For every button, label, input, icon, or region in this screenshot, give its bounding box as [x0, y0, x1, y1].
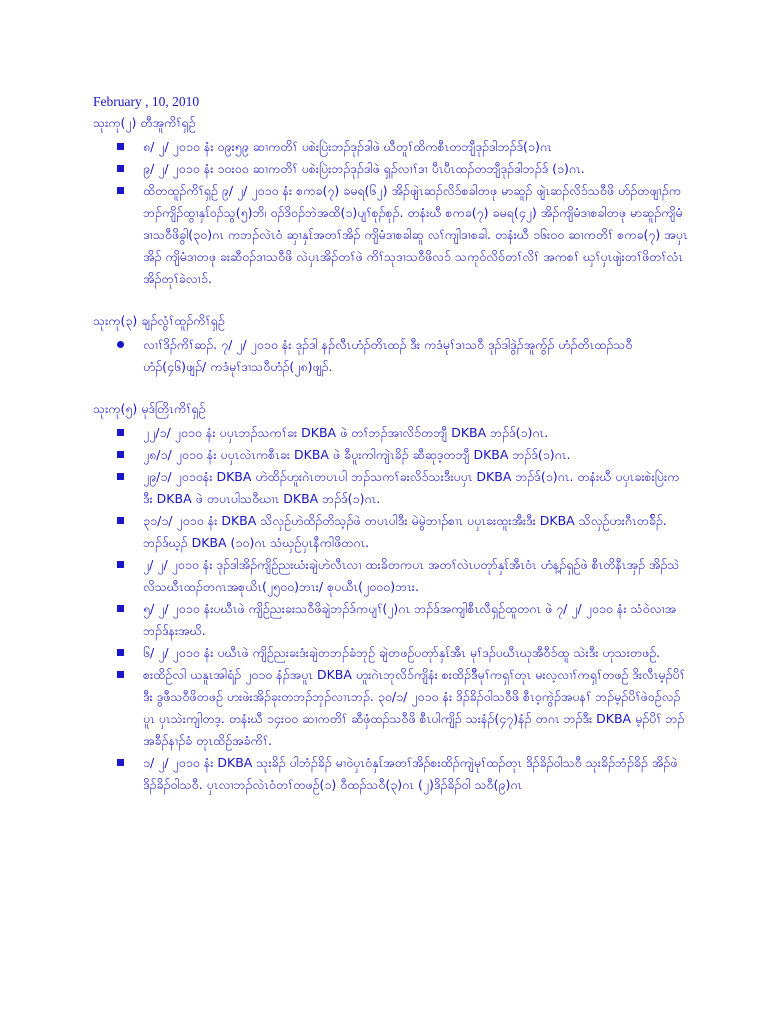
- section-heading: သုးကု(၃) ချၣ်လွံၢ်ထူၣ်ကိၢ်ရှဉ်: [93, 313, 225, 328]
- list-item: [117, 466, 688, 510]
- list-item: [117, 664, 688, 752]
- list-item: [117, 158, 688, 180]
- section-spacer: [93, 378, 688, 399]
- list-item: [117, 444, 688, 466]
- square-bullet-icon: [117, 561, 124, 568]
- list-item: [117, 554, 688, 598]
- section-heading: သုးကု(၅) မုဒ်တြိၤကိၢ်ရှဉ်: [93, 401, 206, 416]
- list-item-text: ၈/ ၂/ ၂၀၁၀ နံး ဝ၉း၅၉ ဆၢကတိၢ် ပစဲးပြဲးဘၣ်ဒုၣ်ဒါဖဲ ဃီတူၢ်ထိကစီၤတဘျီဒုၣ်ဒါဘၣ်ဒ်(၁)ဂၤ: [143, 139, 552, 154]
- list-item: [117, 752, 688, 796]
- section-3: [93, 399, 688, 796]
- list-item-text: ၆/ ၂/ ၂၀၁၀ နံး ပဃီၤဖဲ ကျိဉ်ညးခးဒံးချဲတဘၣ်ခံဘုဉ် ချဲတဖဉ်ပတုာ်နှၤ်အီၤ မုၢ်ဒၣ်ပဃီၤဃုအီဝီၥ်ထူ သဲးဒီး ဟုသးတဖဉ်.: [143, 645, 661, 660]
- list-item: [117, 136, 688, 158]
- square-bullet-icon: [117, 649, 124, 656]
- square-bullet-icon: [117, 187, 124, 194]
- list-item-text: ၂၈/၁/ ၂၀၁၀ နံး ပပှၤလဲၤကစီၤခး DKBA ဖဲ ခီပူးကါကျဲၤခိၣ် ဆီဆုဒ့တဘျီ DKBA ဘၣ်ဒ်(၁)ဂၤ.: [143, 447, 571, 462]
- section-2: [93, 311, 688, 378]
- list-item-text: ၂၂/၁/ ၂၀၁၀ နံး ပပှၤဘၣ်သကၢ်ခး DKBA ဖဲ တၢ်ဘၣ်အၢလိၥ်တဘျီ DKBA ဘၣ်ဒ်(၁)ဂၤ.: [143, 425, 549, 440]
- section-spacer: [93, 290, 688, 311]
- list-item: [117, 422, 688, 444]
- list-item: [117, 598, 688, 642]
- list-item-text: ၃၁/၁/ ၂၀၁၀ နံး DKBA သိလှဉ်ဟဲထိၣ်တိသ့ၣ်ဖဲ တပၤပါဒီး မဲမွဲဘၢၣ်စၢၤ ပပှၤခးထူးအီးဒီး DKBA သိလှဉ်ဟးဂီၤတခ်ိၣ်. ဘၣ်ဒ်ဃ့ၣ် DKBA (၁၀)ဂၤ သံဃှဉ်ပှၤနီကါဖိတဂၤ.: [143, 513, 667, 550]
- list-item: [117, 642, 688, 664]
- list-item-text: ၉/ ၂/ ၂၀၁၀ နံး ၁၀း၀၀ ဆၢကတိၢ် ပစဲးပြဲးဘၣ်ဒုၣ်ဒါဖဲ ရှၣ်လၢၢ်ဒၢ ပီၤပီၤထၣ်တဘျီဒုၣ်ဒါဘၣ်ဒ် (၁)ဂၤ.: [143, 161, 585, 176]
- bullet-list: [93, 422, 688, 796]
- square-bullet-icon: [117, 165, 124, 172]
- square-bullet-icon: [117, 451, 124, 458]
- square-bullet-icon: [117, 517, 124, 524]
- section-heading: သုးကု(၂) တီအူကိၢ်ရှဉ်: [93, 115, 196, 130]
- list-item-text: ၅/ ၂/ ၂၀၁၀ နံးပဃီၤဖဲ ကျိဉ်ညးခးသဝီဖိချဲဘၣ်ဒ်ကပျၢ်(၂)ဂၤ ဘၣ်ဒ်အကျါစီၤလီရှဉ်ထူတဂၤ ဖဲ ၇/ ၂/ ၂၀၁၀ နံး သံဝဲလၢအဘၣ်ဒ်နးအဃိ.: [143, 601, 677, 638]
- section-1: [93, 113, 688, 290]
- list-item-text: ၁/ ၂/ ၂၀၁၀ နံး DKBA သုးခိၣ် ပါဘံၣ်ခိၣ် မၢဝဲပှၤဝံနှၤ်အတၢ်အိၣ်စးထိၣ်ကျဲမုၢ်ထၣ်တုၤ ဒိၣ်ခိၣ်ဝါသဝီ သုးခိၣ်ဘံၣ်ခိၣ် အိၣ်ဖဲဒိၣ်ခိၣ်ဝါသဝီ. ပှၤလၢဘၣ်လဲၤဝံတၢ်တဖဉ်(၁) ဝီထၣ်သဝီ(၃)ဂၤ (၂)ဒိၣ်ခိၣ်ဝါ သဝီ(၉)ဂၤ: [143, 755, 678, 792]
- square-bullet-icon: [117, 143, 124, 150]
- document-date: February , 10, 2010: [93, 94, 200, 109]
- list-item: [117, 334, 688, 378]
- square-bullet-icon: [117, 605, 124, 612]
- list-item: [117, 180, 688, 290]
- bullet-list: [93, 136, 688, 290]
- square-bullet-icon: [117, 473, 124, 480]
- circle-bullet-icon: [117, 341, 124, 348]
- list-item-text: စးထိဉ်လါ ယနူၤအါရံၣ် ၂၀၁၀ နံၣ်အပူၤ DKBA ဟူးဂဲၤဘုလိၥ်ကျိနံး စးထိၣ်ဒိီမုၢ်ကရှၢ်တုၤ မးလ့လၢၢ်ကရှၢ်တဖဉ် ဒိးလီၤမ့ၣ်ပိၢ်ဒီး ဒွဖီသဝီဖိတဖဉ် ဟးဖဲးအိၣ်ခုးတဘၣ်ဘှၣ်လၢၤဘၣ်. ၃၀/၁/ ၂၀၁၀ နံး ဒိၣ်ခိၣ်ဝါသဝီဖိ စီၤဝ့ကွဲၣ်အပနၢ် ဘၣ်မ့ၣ်ပိၢ်ဖဲဝဉ်လၣ်ပူၤ ပှၤသဲးကျါတဒ့. တနံးဃီ ၁၄း၀၀ ဆၢကတိၢ် ဆီဖှံထၣ်သဝီဖိ စီၤပါကျိၣ် သးနံၣ်(၄၇)နံၣ် တဂၤ ဘၣ်ဒီး DKBA မ့ၣ်ပိၢ် ဘၣ်အခီၣ်နၢၣ်ခံ တုၤထိဉ်အခံကိၢ်.: [143, 667, 685, 748]
- list-item: [117, 510, 688, 554]
- square-bullet-icon: [117, 671, 124, 678]
- bullet-list: [93, 334, 688, 378]
- square-bullet-icon: [117, 759, 124, 766]
- list-item-text: ၂/ ၂/ ၂၀၁၀ နံး ဒုၣ်ဒါအိၣ်ကျိဉ်ညးဃံးချဲဟဲလီၤလၢ ထးခိတကပၤ အတၢ်လဲၤပတုာ်နှၤ်အီၤဝံၤ ဟံန့ၣ်ရှဉ်ဖဲ စီၤတိနီၤအှၣ် အိၣ်သဲလိသဃီၤထၣ်တဂၤအစုယိၤ(၂၅၀၀)ဘၤး/ စုပယီၤ(၂၀၀၀)ဘၤး.: [143, 557, 680, 594]
- square-bullet-icon: [117, 429, 124, 436]
- list-item-text: ထိတထူၣ်ကိၢ်ရှဉ် ၉/ ၂/ ၂၀၁၀ နံး စကခ(၇) ခမရ(၆၂) အိၣ်ဖျဲၤဆၣ်လိၥ်စခါတဖု မာဆူၣ် ဖျဲၤဆၣ်လိၥ်သဝီဖိ ဟ်ၣ်တဖျၢၣ်ကဘၣ်ကျိၣ်ထွၢနှၤ်ဝၣ်သွ(၅)ဘိ၊ ဝၣ်ဒိဝၣ်ဘဲအထိ(၁)ပျၢ်စုၣ်စုၣ်. တနံးဃီ စကခ(၇) ခမရ(၄၂) အိၣ်ကျိမံဒၢစခါတဖု မာဆူၣ်ကျိမံဒၢသဝီဖိခွါ(၃၀)ဂၤ ကဘၣ်လဲၤဝံ ဆှၢနှၤ်အတၢ်အိၣ် ကျိမံဒၢစခါဆူ လၢ်ကျါဒၢစခါ. တနံးဃီ ၁၆း၀၀ ဆၢကတိၢ် စကခ(၇) အပှၤအိၣ် ကျိမံဒၢတဖု ခးဆီဝၣ်ဒၢသဝီဖိ လဲပှၤအိၣ်တၢ်ဖဲ ကိၢ်သုဒၢသဝီဖိလၥ် သကုဝ်လိဝ်တၢ်လိၢ် အကစၢ် ဃှၢ်ပှၤဖျဲးတၢ်ဖိတၢ်လံၤအိၣ်တုၢ်ခဲလၢၥ်.: [143, 183, 688, 286]
- list-item-text: လၢၢ်ဒိၣ်ကိၢ်ဆၣ်. ၇/ ၂/ ၂၀၁၀ နံး ဒုၣ်ဒါ နၣ်လီၤဟံၣ်တိၤထၣ် ဒီး ကဒံမုၢ်ဒၢသဝီ ဒုၣ်ဒါဒွဲၣ်အူကွ်ၣ် ဟံၣ်တိၤထၣ်သဝီဟံၣ်(၄၆)ဖျၣ်/ ကဒံမုၢ်ဒၢသဝီဟံၣ်(၂၈)ဖျၣ်.: [143, 337, 633, 374]
- list-item-text: ၂၉/၁/ ၂၀၁၀နံး DKBA ဟဲထိၣ်ဟူးဂဲၤတပၤပါ ဘၣ်သကၢ်ခးလိၥ်သးဒီးပပှၤ DKBA ဘၣ်ဒ်(၁)ဂၤ. တနံးဃီ ပပှၤခးစဲးပြဲးကဒီး DKBA ဖဲ တပၤပါသဝီဃၢၤ DKBA ဘၣ်ဒ်(၁)ဂၤ.: [143, 469, 680, 506]
